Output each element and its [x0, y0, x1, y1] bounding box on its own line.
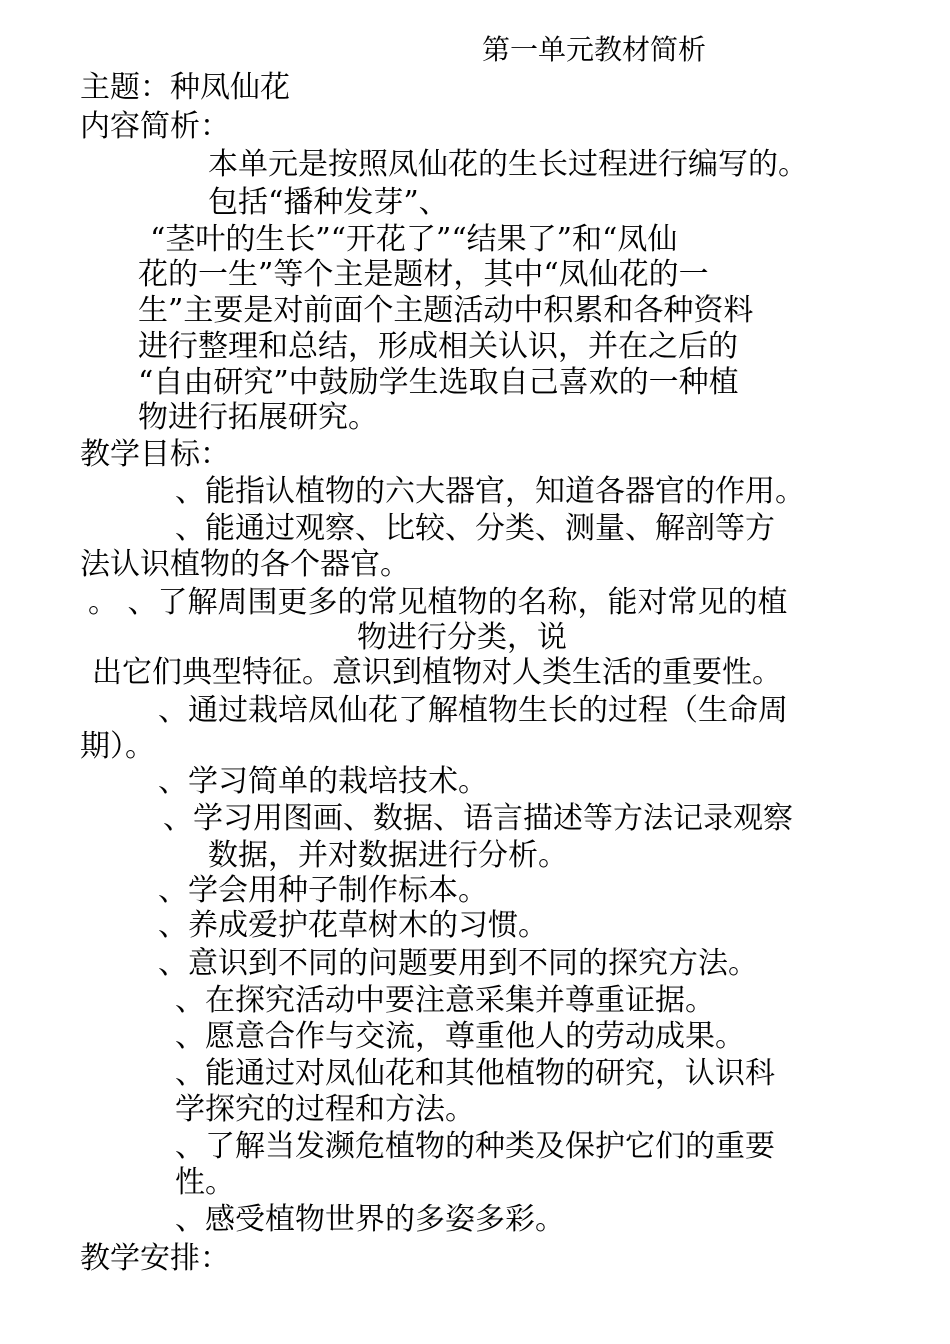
- goal-line: 、学会用种子制作标本。: [158, 873, 488, 908]
- goal-line: 、通过栽培凤仙花了解植物生长的过程（生命周: [158, 693, 788, 728]
- goal-line: 物进行分类，说: [357, 620, 567, 655]
- content-line: “茎叶的生长”“开花了”“结果了”和“凤仙: [150, 222, 678, 257]
- goal-line: 、意识到不同的问题要用到不同的探究方法。: [158, 946, 758, 981]
- goal-line: 、在探究活动中要注意采集并尊重证据。: [175, 983, 715, 1018]
- content-line: 生”主要是对前面个主题活动中积累和各种资料: [138, 293, 754, 328]
- goal-line: 期）。: [80, 729, 155, 764]
- goal-line: 。 、了解周围更多的常见植物的名称，能对常见的植: [88, 585, 788, 620]
- goal-line: 法认识植物的各个器官。: [80, 547, 410, 582]
- content-line: 进行整理和总结，形成相关认识，并在之后的: [138, 329, 738, 364]
- goal-line: 出它们典型特征。意识到植物对人类生活的重要性。: [92, 655, 782, 690]
- content-line: 物进行拓展研究。: [138, 400, 378, 435]
- goal-line: 、愿意合作与交流，尊重他人的劳动成果。: [175, 1019, 745, 1054]
- content-line: 花的一生”等个主是题材，其中“凤仙花的一: [138, 257, 709, 292]
- content-heading: 内容简析：: [80, 109, 230, 144]
- theme-line: 主题：种凤仙花: [80, 70, 290, 105]
- goal-line: 、能通过对凤仙花和其他植物的研究，认识科: [175, 1056, 775, 1091]
- goal-line: 、学习简单的栽培技术。: [158, 764, 488, 799]
- arrangement-heading: 教学安排：: [80, 1241, 230, 1276]
- content-line: 包括“播种发芽”、: [208, 185, 449, 220]
- content-line: “自由研究”中鼓励学生选取自己喜欢的一种植: [138, 365, 739, 400]
- goal-line: 性。: [175, 1165, 235, 1200]
- goal-line: 、能通过观察、比较、分类、测量、解剖等方: [175, 511, 775, 546]
- goal-line: 学探究的过程和方法。: [175, 1092, 475, 1127]
- goals-heading: 教学目标：: [80, 437, 230, 472]
- content-line: 本单元是按照凤仙花的生长过程进行编写的。: [208, 147, 808, 182]
- goal-line: 、了解当发濒危植物的种类及保护它们的重要: [175, 1129, 775, 1164]
- goal-line: 、学习用图画、数据、语言描述等方法记录观察: [163, 801, 793, 836]
- goal-line: 数据，并对数据进行分析。: [208, 838, 568, 873]
- page-title: 第一单元教材简析: [482, 33, 707, 66]
- goal-line: 、感受植物世界的多姿多彩。: [175, 1202, 565, 1237]
- goal-line: 、能指认植物的六大器官，知道各器官的作用。: [175, 474, 805, 509]
- goal-line: 、养成爱护花草树木的习惯。: [158, 908, 548, 943]
